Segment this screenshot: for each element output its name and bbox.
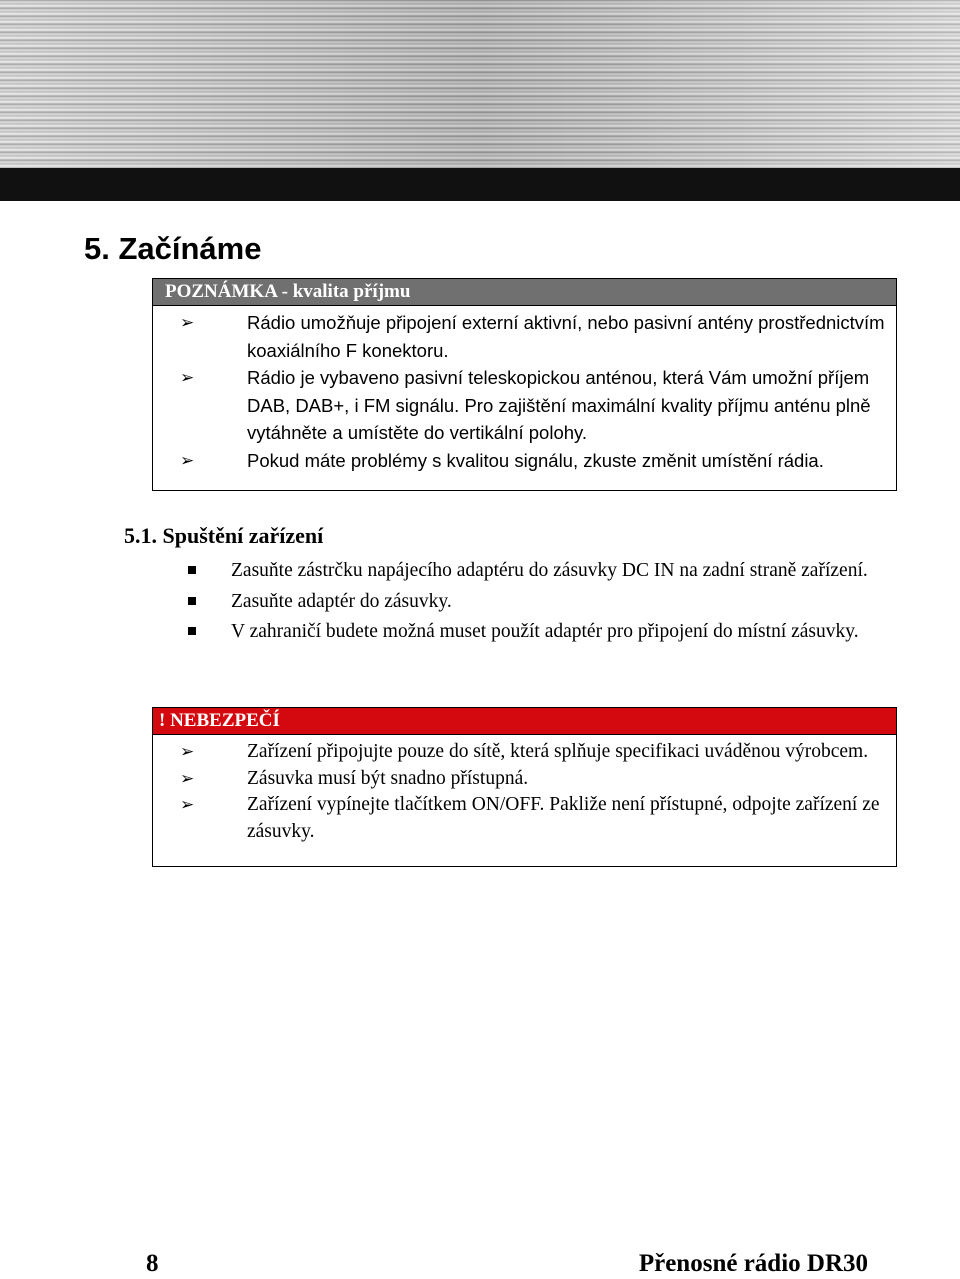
danger-box — [152, 707, 897, 867]
footer-doc-title: Přenosné rádio DR30 — [638, 1250, 868, 1277]
danger-heading: ! NEBEZPEČÍ — [153, 708, 896, 735]
section-title: 5. Začínáme — [84, 231, 262, 266]
arrow-bullet-icon: ➢ — [180, 368, 195, 388]
danger-item-text: Zařízení vypínejte tlačítkem ON/OFF. Pakliže není přístupné, odpojte zařízení ze zásuvky. — [247, 794, 880, 842]
square-bullet-icon — [188, 566, 196, 574]
danger-item — [153, 766, 886, 793]
page-number: 8 — [146, 1250, 159, 1277]
arrow-bullet-icon: ➢ — [180, 313, 195, 333]
note-item-text: Pokud máte problémy s kvalitou signálu, zkuste změnit umístění rádia. — [247, 449, 824, 471]
setup-step — [186, 556, 906, 587]
setup-step — [186, 617, 906, 648]
note-item — [153, 310, 886, 365]
note-heading: POZNÁMKA - kvalita příjmu — [153, 279, 896, 306]
danger-item-text: Zásuvka musí být snadno přístupná. — [247, 767, 529, 789]
subsection-title: 5.1. Spuštění zařízení — [124, 523, 324, 548]
arrow-bullet-icon: ➢ — [180, 795, 195, 815]
note-list — [153, 306, 896, 479]
setup-step-text: Zasuňte zástrčku napájecího adaptéru do zásuvky DC IN na zadní straně zařízení. — [231, 560, 868, 581]
setup-step-text: Zasuňte adaptér do zásuvky. — [231, 590, 452, 612]
arrow-bullet-icon: ➢ — [180, 450, 195, 471]
setup-steps-list — [186, 556, 906, 648]
note-item-text: Rádio umožňuje připojení externí aktivní, nebo pasivní antény prostřednictvím koaxiálního F konektoru. — [247, 312, 885, 361]
setup-step — [186, 587, 906, 618]
danger-item — [153, 792, 886, 845]
arrow-bullet-icon: ➢ — [180, 768, 195, 789]
square-bullet-icon — [188, 597, 196, 605]
note-box — [152, 278, 897, 491]
header-decoration — [0, 0, 960, 168]
note-item — [153, 448, 886, 476]
setup-step-text: V zahraničí budete možná muset použít adaptér pro připojení do místní zásuvky. — [231, 621, 859, 642]
note-item-text: Rádio je vybaveno pasivní teleskopickou anténou, která Vám umožní příjem DAB, DAB+, i FM signálu. Pro zajištění maximální kvality příjmu anténu plně vytáhněte a umístěte do vertikální polohy. — [247, 367, 871, 443]
square-bullet-icon — [188, 627, 196, 635]
header-bar — [0, 168, 960, 201]
note-item — [153, 365, 886, 448]
danger-list — [153, 735, 896, 849]
arrow-bullet-icon: ➢ — [180, 742, 195, 762]
danger-item-text: Zařízení připojujte pouze do sítě, která splňuje specifikaci uváděnou výrobcem. — [247, 741, 869, 762]
danger-item — [153, 739, 886, 766]
